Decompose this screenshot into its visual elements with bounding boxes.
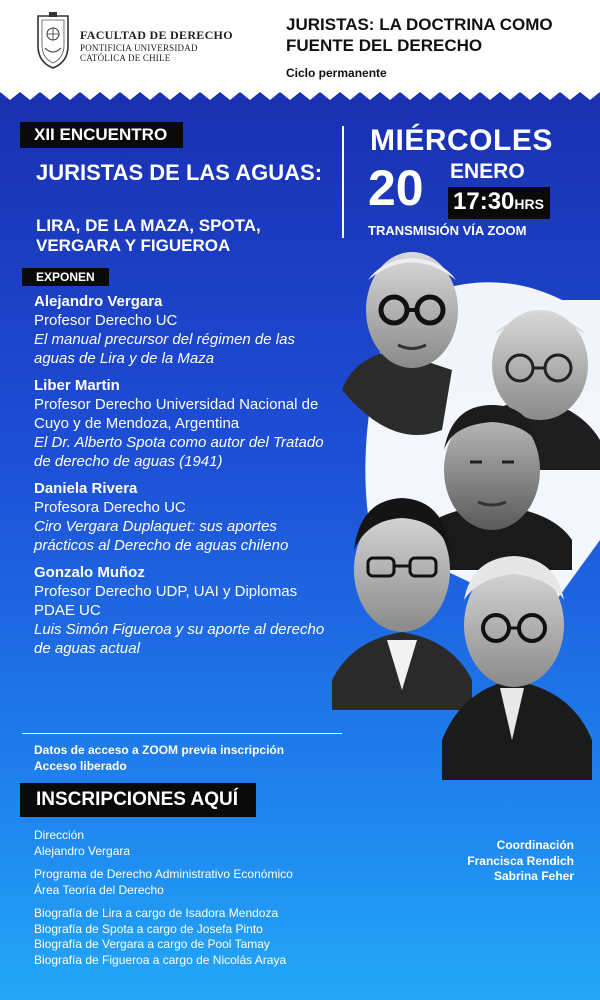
series-title: JURISTAS: LA DOCTRINA COMO FUENTE DEL DERECHO	[286, 15, 553, 55]
speakers-label: EXPONEN	[22, 268, 109, 286]
speaker-item	[34, 479, 334, 555]
streaming-info: TRANSMISIÓN VÍA ZOOM	[368, 223, 527, 238]
speakers-list	[34, 292, 334, 666]
bio-credit: Biografía de Vergara a cargo de Pool Tamay	[34, 937, 270, 951]
area-name: Área Teoría del Derecho	[34, 882, 164, 897]
jurists-photo-collage	[332, 240, 600, 780]
bio-credit: Biografía de Lira a cargo de Isadora Mendoza	[34, 906, 279, 920]
event-subtitle: LIRA, DE LA MAZA, SPOTA, VERGARA Y FIGUEROA	[36, 216, 261, 255]
faculty-name	[80, 28, 233, 63]
zigzag-divider	[0, 88, 600, 108]
speaker-name: Liber Martin	[34, 377, 120, 394]
speaker-name: Alejandro Vergara	[34, 293, 163, 310]
edition-tag: XII ENCUENTRO	[20, 122, 183, 148]
speaker-topic: Ciro Vergara Duplaquet: sus aportes prácticos al Derecho de aguas chileno	[34, 518, 289, 554]
event-title: JURISTAS DE LAS AGUAS:	[36, 160, 323, 185]
faculty-line1: FACULTAD DE DERECHO	[80, 28, 233, 42]
speaker-topic: Luis Simón Figueroa y su aporte al derecho de aguas actual	[34, 621, 325, 657]
coordinator-name: Francisca Rendich	[467, 853, 574, 868]
event-time-value: 17:30	[453, 188, 515, 215]
direction-name: Alejandro Vergara	[34, 843, 131, 858]
program-name: Programa de Derecho Administrativo Económico	[34, 867, 293, 881]
speaker-role: Profesor Derecho UDP, UAI y Diplomas PDAE UC	[34, 583, 298, 619]
faculty-line3: CATÓLICA DE CHILE	[80, 53, 171, 63]
event-month: ENERO	[450, 160, 525, 183]
speaker-item	[34, 292, 334, 368]
coordination-label: Coordinación	[496, 838, 574, 852]
access-line1: Datos de acceso a ZOOM previa inscripción	[34, 743, 285, 757]
speaker-topic: El manual precursor del régimen de las aguas de Lira y de la Maza	[34, 331, 295, 367]
direction-label: Dirección	[34, 828, 85, 842]
faculty-line2: PONTIFICIA UNIVERSIDAD	[80, 43, 198, 53]
access-info	[34, 742, 284, 774]
speaker-item	[34, 563, 334, 658]
speaker-name: Daniela Rivera	[34, 480, 138, 497]
event-time-suffix: HRS	[514, 196, 544, 212]
speaker-topic: El Dr. Alberto Spota como autor del Tratado de derecho de aguas (1941)	[34, 434, 324, 470]
event-time	[448, 187, 550, 219]
event-day: MIÉRCOLES	[370, 124, 553, 157]
horizontal-divider	[22, 733, 342, 734]
bio-credit: Biografía de Spota a cargo de Josefa Pinto	[34, 921, 263, 936]
header	[0, 0, 600, 92]
portrait-lira	[342, 252, 458, 435]
event-date-number: 20	[368, 160, 424, 216]
speaker-name: Gonzalo Muñoz	[34, 564, 145, 581]
credits	[34, 828, 293, 968]
vertical-divider	[342, 126, 344, 238]
bio-credit: Biografía de Figueroa a cargo de Nicolás Araya	[34, 952, 287, 967]
speaker-role: Profesor Derecho Universidad Nacional de Cuyo y de Mendoza, Argentina	[34, 396, 319, 432]
coordinator-name: Sabrina Feher	[493, 869, 574, 883]
speaker-role: Profesor Derecho UC	[34, 312, 178, 329]
coordination	[467, 838, 574, 885]
university-seal-icon	[34, 12, 72, 70]
speaker-role: Profesora Derecho UC	[34, 499, 186, 516]
access-line2: Acceso liberado	[34, 759, 127, 773]
registration-button[interactable]: INSCRIPCIONES AQUÍ	[20, 783, 256, 817]
series-subtitle: Ciclo permanente	[286, 66, 387, 80]
speaker-item	[34, 376, 334, 471]
